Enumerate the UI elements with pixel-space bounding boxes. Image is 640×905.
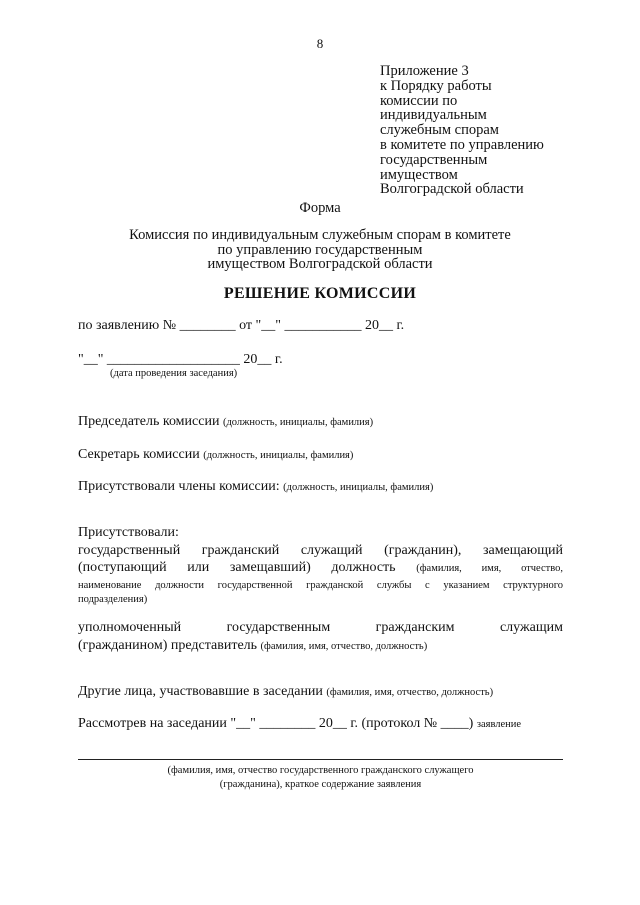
- representative-line-2-main: (гражданином) представитель: [78, 638, 258, 653]
- chairman-label: Председатель комиссии: [78, 414, 220, 429]
- members-line: [78, 479, 433, 495]
- bottom-caption-line: (гражданина), краткое содержание заявления: [219, 779, 422, 790]
- secretary-hint: (должность, инициалы, фамилия): [203, 450, 354, 461]
- representative-line-2-hint: (фамилия, имя, отчество, должность): [260, 641, 428, 652]
- appendix-block: [380, 64, 544, 197]
- commission-header: [0, 228, 640, 272]
- considered-tail: заявление: [476, 719, 522, 730]
- meeting-date-line: "__" ___________________ 20__ г.: [78, 352, 283, 367]
- blank-line-rule: [78, 759, 563, 760]
- appendix-line: Волгоградской области: [380, 181, 524, 198]
- appendix-line: государственным: [380, 151, 488, 168]
- present-heading: Присутствовали:: [78, 525, 179, 540]
- members-hint: (должность, инициалы, фамилия): [283, 482, 434, 493]
- commission-header-line: по управлению государственным: [217, 241, 423, 258]
- members-label: Присутствовали члены комиссии:: [78, 479, 280, 494]
- representative-line-2: [78, 638, 427, 654]
- form-label: Форма: [299, 200, 341, 216]
- appendix-line: индивидуальным: [380, 107, 487, 124]
- appendix-line: имуществом: [380, 166, 458, 183]
- secretary-label: Секретарь комиссии: [78, 447, 200, 462]
- representative-line-1: уполномоченный государственным гражданским служащим: [78, 620, 563, 635]
- document-title: РЕШЕНИЕ КОМИССИИ: [223, 285, 417, 302]
- meeting-date-caption: (дата проведения заседания): [110, 368, 238, 379]
- application-line: по заявлению № ________ от "__" ___________ 20__ г.: [78, 318, 405, 333]
- appendix-line: к Порядку работы: [380, 77, 492, 94]
- others-label: Другие лица, участвовавшие в заседании: [78, 684, 323, 699]
- chairman-line: [78, 414, 373, 430]
- considered-main: Рассмотрев на заседании "__" ________ 20__ г. (протокол № ____): [78, 716, 474, 731]
- commission-header-line: имуществом Волгоградской области: [207, 256, 433, 272]
- page-number: 8: [316, 36, 324, 51]
- present-line-1: государственный гражданский служащий (гражданин), замещающий: [78, 543, 563, 558]
- chairman-hint: (должность, инициалы, фамилия): [222, 417, 374, 428]
- commission-header-line: Комиссия по индивидуальным служебным спорам в комитете: [129, 227, 511, 243]
- others-hint: (фамилия, имя, отчество, должность): [326, 687, 494, 698]
- present-line-4: подразделения): [78, 594, 148, 605]
- others-line: [78, 684, 493, 700]
- bottom-caption-line: (фамилия, имя, отчество государственного гражданского служащего: [167, 765, 474, 776]
- present-line-2-main: (поступающий или замещавший) должность: [78, 560, 396, 575]
- bottom-caption: [78, 764, 563, 792]
- appendix-line: служебным спорам: [380, 122, 499, 139]
- present-line-2-hint: (фамилия, имя, отчество,: [416, 563, 563, 574]
- appendix-line: Приложение 3: [380, 63, 469, 79]
- present-line-3: наименование должности государственной гражданской службы с указанием структурного: [78, 580, 563, 591]
- appendix-line: в комитете по управлению: [380, 136, 544, 153]
- secretary-line: [78, 447, 353, 463]
- appendix-line: комиссии по: [380, 92, 458, 109]
- present-line-2: [78, 560, 563, 576]
- considered-line: [78, 716, 521, 732]
